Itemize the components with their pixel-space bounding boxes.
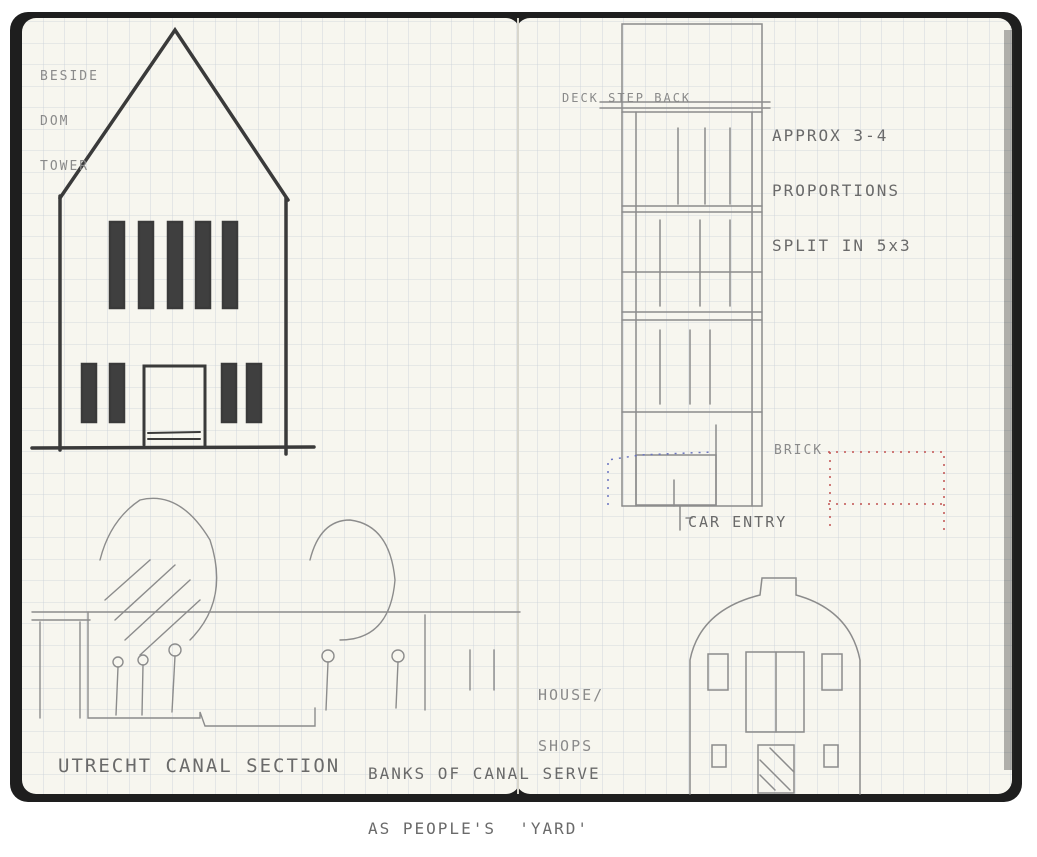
beside-dom-tower-note [40, 40, 99, 189]
note-line: DOM [40, 113, 70, 129]
deck-step-back-note: DECK STEP BACK [562, 91, 692, 105]
note-line: PROPORTIONS [772, 180, 900, 200]
note-line: APPROX 3-4 [772, 125, 889, 145]
house-shops-note [538, 652, 604, 773]
note-line: SHOPS [538, 737, 594, 756]
note-line: AS PEOPLE'S 'YARD' [368, 818, 590, 838]
brick-note: BRICK [774, 443, 824, 458]
note-line: SPLIT IN 5x3 [772, 236, 912, 256]
proportions-note [772, 90, 912, 274]
note-line: BANKS OF CANAL SERVE [368, 763, 601, 783]
note-line: BESIDE [40, 68, 99, 84]
car-entry-note: CAR ENTRY [688, 513, 788, 531]
note-line: HOUSE/ [538, 685, 605, 704]
note-line: TOWER [40, 158, 90, 174]
canal-section-caption: UTRECHT CANAL SECTION [58, 755, 341, 777]
